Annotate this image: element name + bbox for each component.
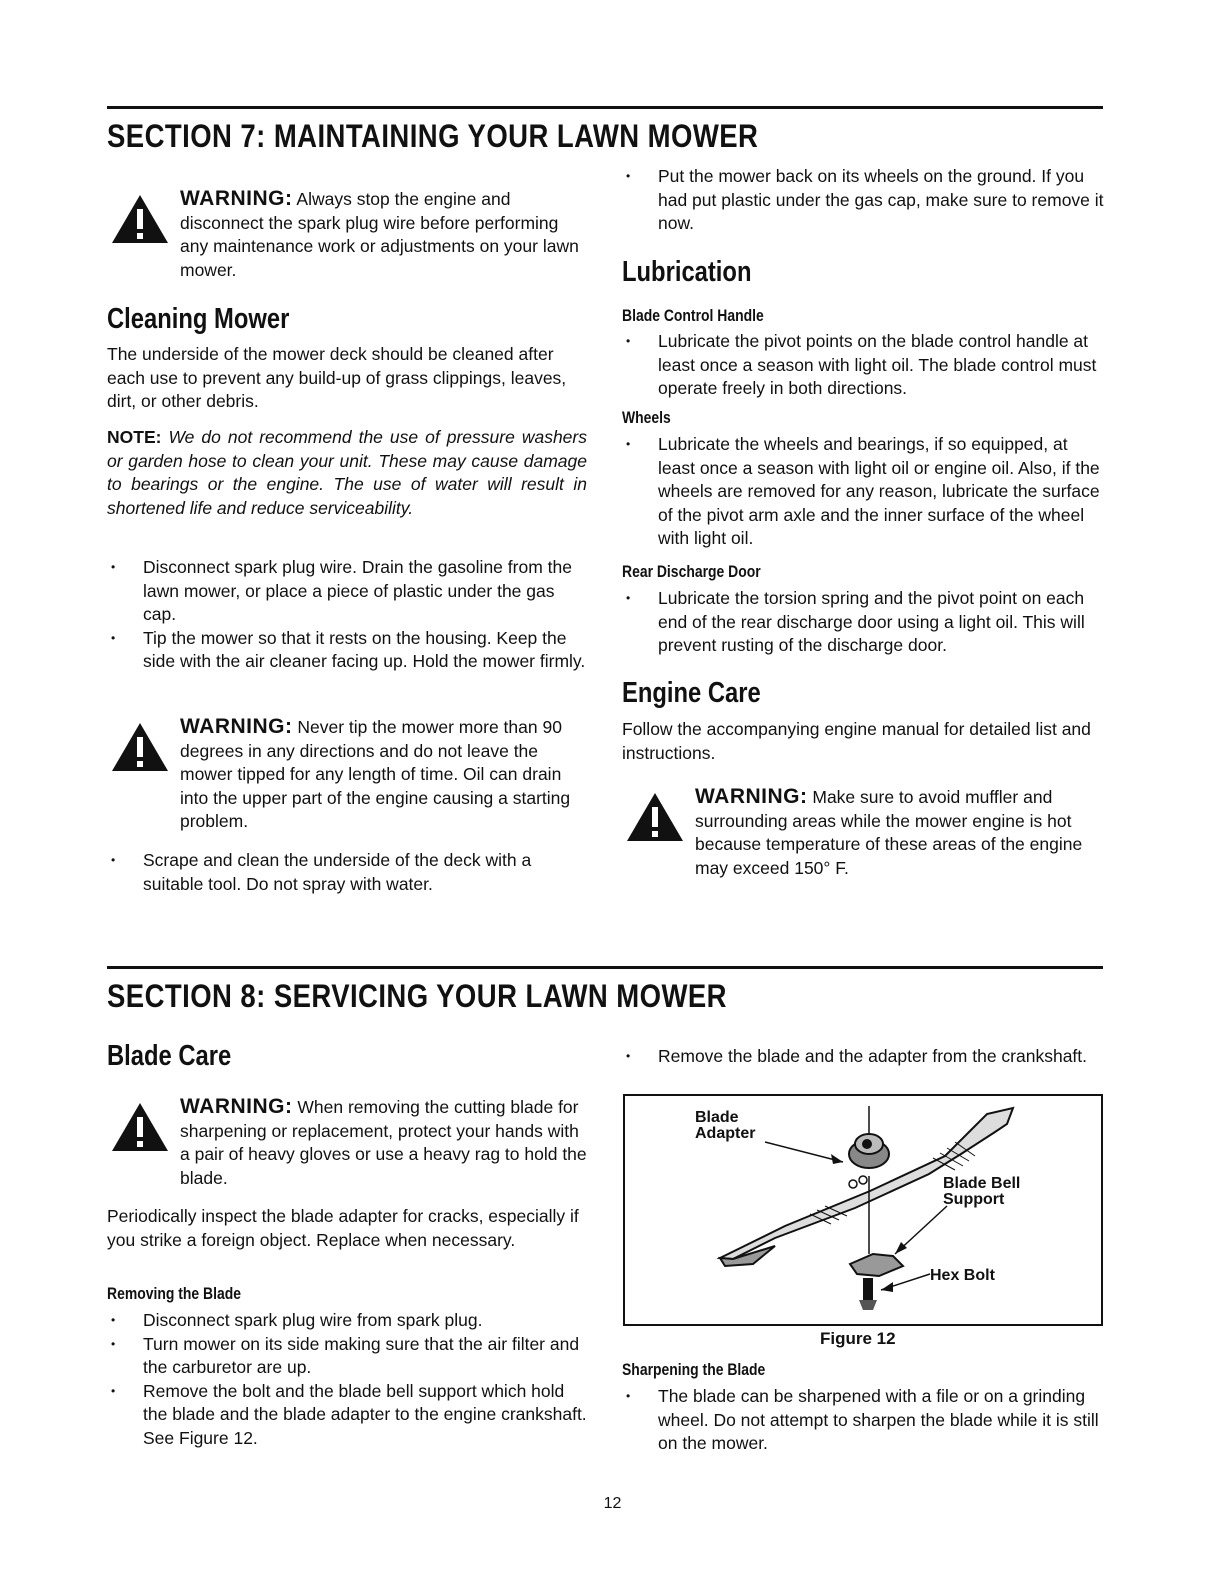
list-item: • Lubricate the wheels and bearings, if so equipped, at least once a season with light oil or engine oil. Also, if the wheels are removed for any reason, lubricate the surface of the pivot arm axle and the inner surface of the wheel with light oil. [622,433,1107,551]
list-item: • Remove the bolt and the blade bell support which hold the blade and the blade adapter to the engine crankshaft. See Figure 12. [107,1380,592,1451]
rear-discharge-bullets [622,587,1107,658]
heading-removing-the-blade: Removing the Blade [107,1284,242,1303]
heading-blade-care: Blade Care [107,1040,232,1072]
heading-lubrication: Lubrication [622,256,752,288]
heading-wheels: Wheels [622,408,671,427]
list-item: • Remove the blade and the adapter from the crankshaft. [622,1045,1107,1069]
blade-control-bullets [622,330,1107,401]
heading-blade-control-handle: Blade Control Handle [622,306,764,325]
wheels-bullets [622,433,1107,551]
heading-cleaning-mower: Cleaning Mower [107,303,290,335]
section-rule [107,106,1103,109]
page-number: 12 [603,1495,622,1512]
figure-label-hex-bolt: Hex Bolt [930,1267,995,1284]
warning-maintenance [110,187,580,287]
figure-label-blade-bell-support: Blade Bell Support [943,1175,1021,1208]
section-rule [107,966,1103,969]
section-7-title: SECTION 7: MAINTAINING YOUR LAWN MOWER [107,118,759,154]
heading-rear-discharge-door: Rear Discharge Door [622,562,761,581]
list-item: • Tip the mower so that it rests on the housing. Keep the side with the air cleaner facing up. Hold the mower firmly. [107,627,592,674]
list-item: • The blade can be sharpened with a file or on a grinding wheel. Do not attempt to sharpen the blade while it is still on the mower. [622,1385,1107,1456]
list-item: • Disconnect spark plug wire. Drain the gasoline from the lawn mower, or place a piece of plastic under the gas cap. [107,556,592,627]
list-item: • Turn mower on its side making sure that the air filter and the carburetor are up. [107,1333,592,1380]
warning-triangle-icon [110,721,170,773]
heading-sharpening-the-blade: Sharpening the Blade [622,1360,766,1379]
removing-blade-bullets [107,1309,592,1450]
cleaning-bullets-2 [107,849,592,896]
warning-text: WARNING: Always stop the engine and disconnect the spark plug wire before performing any maintenance work or adjustments on your lawn mower. [180,187,579,280]
cleaning-note: NOTE: We do not recommend the use of pressure washers or garden hose to clean your unit. These may cause damage to bearings or the engine. The use of water will result in shortened life and reduce serviceability. [107,427,587,518]
cleaning-intro: The underside of the mower deck should be cleaned after each use to prevent any build-up of grass clippings, leaves, dirt, or other debris. [107,344,567,411]
warning-tipping [110,715,590,840]
section-8-title: SECTION 8: SERVICING YOUR LAWN MOWER [107,978,727,1014]
engine-care-text: Follow the accompanying engine manual for detailed list and instructions. [622,719,1091,763]
warning-triangle-icon [110,193,170,245]
figure-label-blade-adapter: Blade Adapter [695,1109,756,1142]
cleaning-bullets [107,556,592,674]
cleaning-bullets-3 [622,165,1107,236]
list-item: • Scrape and clean the underside of the deck with a suitable tool. Do not spray with water. [107,849,592,896]
warning-text: WARNING: Never tip the mower more than 90 degrees in any directions and do not leave the mower tipped for any length of time. Oil can drain into the upper part of the engine causing a starting problem. [180,715,571,831]
warning-blade-removal [110,1095,590,1195]
warning-triangle-icon [625,791,685,843]
warning-text: WARNING: When removing the cutting blade for sharpening or replacement, protect your hands with a pair of heavy gloves or use a heavy rag to hold the blade. [180,1095,587,1188]
warning-muffler [625,785,1105,885]
list-item: • Lubricate the torsion spring and the pivot point on each end of the rear discharge door using a light oil. This will prevent rusting of the discharge door. [622,587,1107,658]
blade-care-text: Periodically inspect the blade adapter for cracks, especially if you strike a foreign object. Replace when necessary. [107,1206,579,1250]
list-item: • Put the mower back on its wheels on the ground. If you had put plastic under the gas cap, make sure to remove it now. [622,165,1107,236]
sharpening-bullets [622,1385,1107,1456]
list-item: • Lubricate the pivot points on the blade control handle at least once a season with light oil. The blade control must operate freely in both directions. [622,330,1107,401]
removing-blade-bullets-2 [622,1045,1107,1069]
figure-caption: Figure 12 [820,1329,896,1348]
heading-engine-care: Engine Care [622,677,761,709]
figure-12 [623,1094,1103,1326]
warning-triangle-icon [110,1101,170,1153]
list-item: • Disconnect spark plug wire from spark plug. [107,1309,592,1333]
warning-text: WARNING: Make sure to avoid muffler and surrounding areas while the mower engine is hot because temperature of these areas of the engine may exceed 150° F. [695,785,1083,878]
